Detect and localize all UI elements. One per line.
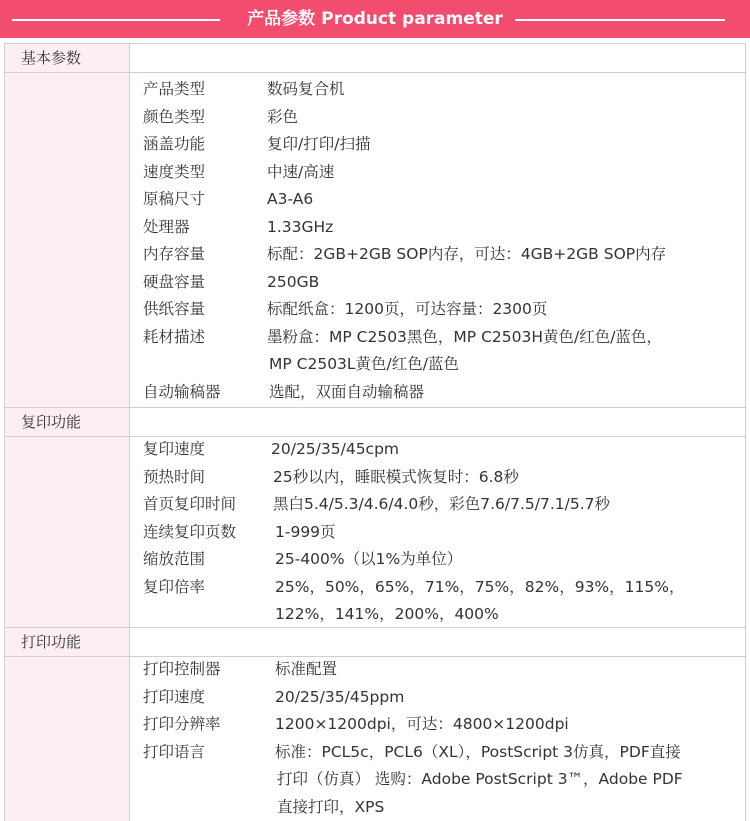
spec-key: 复印速度 [143, 440, 206, 458]
spec-key: 颜色类型 [143, 107, 206, 126]
spec-table [4, 43, 746, 821]
spec-key: 耗材描述 [143, 327, 206, 346]
spec-key: 打印语言 [143, 742, 206, 761]
section-body-copy [5, 437, 745, 627]
section-body-print [5, 657, 745, 821]
section-body-basic [5, 73, 745, 408]
spec-value: 1.33GHz [267, 217, 334, 236]
spec-value: 数码复合机 [267, 80, 345, 98]
section-title: 基本参数 [5, 44, 130, 72]
section-header-copy [5, 407, 745, 437]
section-side-cell [5, 437, 130, 627]
spec-value: 250GB [267, 272, 320, 291]
spec-value-continued: 122%，141%，200%，400% [275, 605, 499, 623]
spec-value: 墨粉盒：MP C2503黑色，MP C2503H黄色/红色/蓝色， [267, 327, 662, 346]
spec-value: 彩色 [267, 107, 299, 126]
spec-key: 预热时间 [143, 467, 206, 486]
section-title: 复印功能 [5, 408, 130, 436]
spec-value: 复印/打印/扫描 [267, 135, 371, 153]
spec-key: 速度类型 [143, 162, 206, 181]
spec-value: 25-400%（以1%为单位） [275, 550, 463, 568]
spec-value: 25秒以内，睡眠模式恢复时：6.8秒 [273, 467, 519, 486]
spec-key: 自动输稿器 [143, 382, 221, 401]
spec-value: 25%，50%，65%，71%，75%，82%，93%，115%， [275, 577, 685, 596]
spec-value: 中速/高速 [267, 162, 335, 181]
spec-value-continued: 直接打印，XPS [277, 797, 385, 816]
spec-key: 内存容量 [143, 245, 206, 263]
spec-key: 打印分辨率 [143, 715, 221, 733]
spec-value: 20/25/35/45ppm [275, 687, 405, 706]
spec-key: 涵盖功能 [143, 135, 206, 153]
spec-key: 产品类型 [143, 80, 206, 98]
spec-value: 黑白5.4/5.3/4.6/4.0秒，彩色7.6/7.5/7.1/5.7秒 [273, 495, 611, 513]
spec-value: A3-A6 [267, 190, 314, 208]
spec-value-continued: 打印（仿真） 选购：Adobe PostScript 3™，Adobe PDF [277, 770, 683, 788]
section-title: 打印功能 [5, 628, 130, 656]
section-header-basic [5, 43, 745, 73]
spec-key: 连续复印页数 [143, 522, 237, 541]
spec-key: 供纸容量 [143, 300, 206, 318]
section-header-print [5, 627, 745, 657]
section-side-cell [5, 657, 130, 821]
spec-value: 标准配置 [275, 660, 338, 678]
spec-key: 缩放范围 [143, 550, 206, 568]
section-side-cell [5, 73, 130, 408]
spec-value: 选配，双面自动输稿器 [269, 382, 425, 401]
spec-key: 首页复印时间 [143, 495, 237, 513]
banner-title: 产品参数 Product parameter [247, 9, 503, 29]
spec-value-continued: MP C2503L黄色/红色/蓝色 [269, 355, 459, 373]
spec-key: 处理器 [143, 217, 190, 236]
spec-key: 复印倍率 [143, 577, 206, 596]
spec-value: 标配：2GB+2GB SOP内存，可达：4GB+2GB SOP内存 [267, 245, 667, 263]
spec-value: 20/25/35/45cpm [271, 440, 400, 458]
spec-value: 1-999页 [275, 522, 336, 541]
spec-value: 标准：PCL5c，PCL6（XL），PostScript 3仿真，PDF直接 [275, 742, 681, 761]
spec-value: 1200×1200dpi，可达：4800×1200dpi [275, 715, 569, 733]
spec-key: 硬盘容量 [143, 272, 206, 291]
spec-key: 打印控制器 [143, 660, 221, 678]
spec-value: 标配纸盒：1200页，可达容量：2300页 [267, 300, 548, 318]
spec-key: 原稿尺寸 [143, 190, 206, 208]
spec-key: 打印速度 [143, 687, 206, 706]
section-banner [0, 0, 750, 38]
